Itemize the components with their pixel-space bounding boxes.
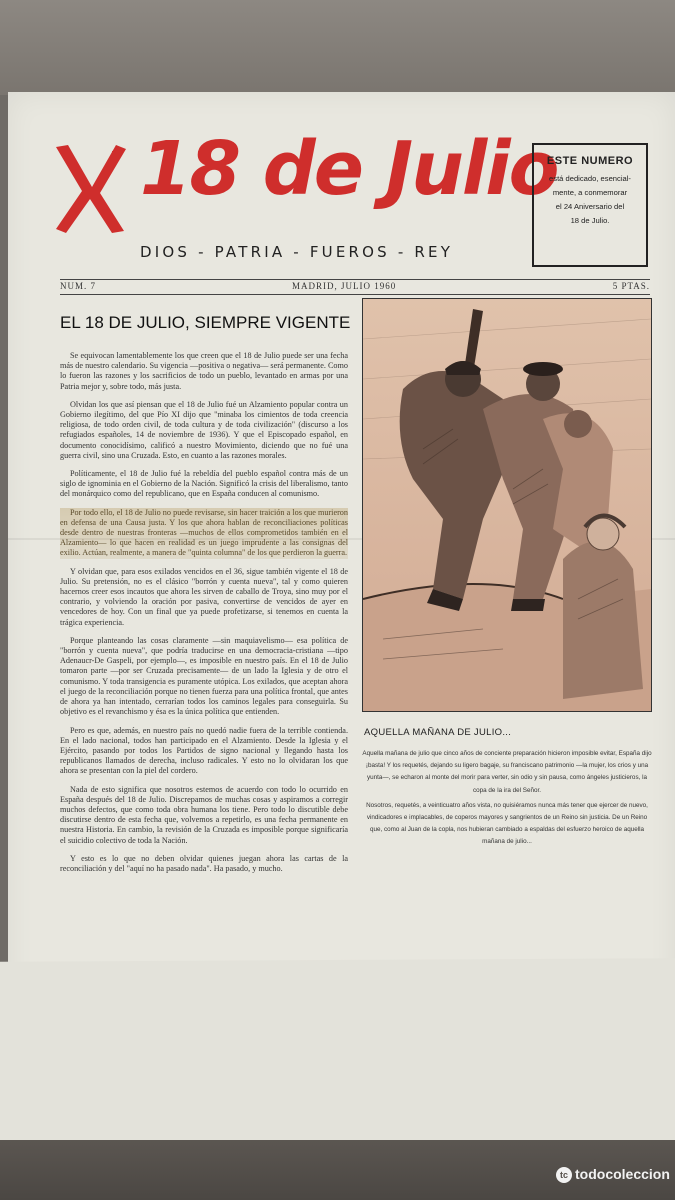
dedication-box [532, 143, 648, 267]
article-body [60, 351, 348, 882]
caption-paragraph: Aquella mañana de julio que cinco años de conciente preparación hicieron imposible evitar, España dijo ¡basta! Y los requetés, dejando su ligero bagaje, su franciscano patrimonio —la mujer, los crios y una yunta—, se echaron al monte del morir para verter, sin odio y sin pausa, como ángeles justicieros, la copa de la ira del Señor. [362, 750, 652, 794]
second-sheet-edge [0, 958, 675, 1152]
caption-title: AQUELLA MAÑANA DE JULIO... [364, 727, 512, 738]
dedication-text [540, 172, 640, 228]
watermark-logo-icon: tc [556, 1167, 572, 1183]
article-paragraph: Se equivocan lamentablemente los que creen que el 18 de Julio puede ser una fecha más de nuestro calendario. Su vigencia —positiva o negativa— será permanente. Como lo fueron las razones y los sacrificios de todo un pueblo, levantado en armas por una Patria mejor y, sobre todo, más justa. [60, 351, 348, 391]
article-paragraph: Políticamente, el 18 de Julio fué la rebeldía del pueblo español contra más de un siglo de ignominia en el Gobierno de la Nación. Significó la crisis del liberalismo, tanto del monárquico como del republicano, que en España conducen al comunismo. [60, 469, 348, 499]
watermark-text: todocoleccion [575, 1166, 670, 1182]
article-paragraph: Pero es que, además, en nuestro país no quedó nadie fuera de la terrible contienda. En el lado nacional, todos han participado en el Alzamiento. Desde la Iglesia y el Ejército, pasando por todos los Partidos de signo nacional y llegando hasta los republicanos llamados de derecha, incluso radicales. Y esto no lo olvidaran los que ahora se presentan con la piel del cordero. [60, 725, 348, 776]
article-paragraph: Y olvidan que, para esos exilados vencidos en el 36, sigue también vigente el 18 de Julio. Su pretensión, no es el clásico "borrón y cuenta nueva", tal y como quieren hacernos creer esos incautos que ahora les sirven de caballo de Troya, sino muy por el contrario, y volviendo la oración por pasiva, convertirse de vencidos de ayer en vencedores de hoy. Con un final que ya puede profetizarse, si tenemos en cuenta la trágica experiencia. [60, 566, 348, 627]
watermark [556, 1166, 670, 1183]
masthead-title: 18 de Julio [140, 126, 558, 212]
place-date: MADRID, JULIO 1960 [292, 281, 397, 291]
issue-price: 5 PTAS. [612, 281, 650, 291]
requete-soldiers-drawing [363, 299, 651, 711]
article-paragraph: Por todo ello, el 18 de Julio no puede revisarse, sin hacer traición a los que murieron en defensa de una Causa justa. Y los que ahora hablan de reconciliaciones políticas desde dentro de nuestras fronteras —muchos de ellos comprometidos también en el Alzamiento— lo que hacen en realidad es un juego imprudente a las consignas del exilio. Actúan, realmente, a manera de "quinta columna" de los que perdieron la guerra. [60, 507, 348, 558]
issue-number: NUM. 7 [60, 281, 97, 291]
illustration [362, 298, 652, 712]
caption-paragraph: Nosotros, requetés, a veinticuatro años vista, no quisiéramos nunca más tener que ejercer de nuevo, vindicadores e implacables, de coperos mayores y sangrientos de un Reino sin justicia. De un Reino que, como al Juan de la copla, nos hubieran cambiado a espaldas del esfuerzo heroico de aquella mañana de julio... [366, 801, 648, 846]
dedication-line: 18 de Julio. [570, 216, 610, 225]
background-top [0, 0, 675, 95]
dateline [60, 279, 650, 295]
red-burgundy-cross-icon [52, 143, 128, 235]
article-paragraph: Nada de esto significa que nosotros estemos de acuerdo con todo lo ocurrido en España después del 18 de Julio. Discrepamos de muchas cosas y aspiramos a corregir muchos defectos, que como toda obra humana los tiene. Pero todo lo discutible debe discutirse dentro de esta fecha que, volvemos a repetirlo, es una fecha permanente en nuestra Historia. En cambio, la revisión de la Cruzada es imposible porque significaría el suicidio colectivo de toda la Nación. [60, 784, 348, 845]
article-headline: EL 18 DE JULIO, SIEMPRE VIGENTE [60, 313, 351, 332]
article-paragraph: Porque planteando las cosas claramente —sin maquiavelismo— esa política de "borrón y cuenta nueva", que podría traducirse en una democracia-cristiana —tipo Adenaucr-De Gaspeli, por ejemplo—, es imposible en nuestro país. En el 18 de Julio tomaron parte —por ser Cruzada precisamente— de un lado la Iglesia y de otro el comunismo. Y toda transigencia es puramente utópica. Los exilados, que aceptan ahora el juego de la reconciliación porque no tienen fuerza para una política frontal, que antes de ahora ya han intentado, cerrarían todos los caminos legales para conseguirla. Su objetivo es el revanchismo y ésa es la única política que entienden. [60, 635, 348, 717]
dedication-title: ESTE NUMERO [546, 155, 634, 167]
masthead-motto: DIOS - PATRIA - FUEROS - REY [140, 243, 454, 261]
article-paragraph: Y esto es lo que no deben olvidar quienes juegan ahora las cartas de la reconciliación y del "aquí no ha pasado nada". Ha pasado, y mucho. [60, 853, 348, 873]
article-paragraph: Olvidan los que así piensan que el 18 de Julio fué un Alzamiento popular contra un Gobierno ilegítimo, del que Pío XI dijo que "minaba los cimientos de toda creencia religiosa, de todo orden civil, de toda cultura y de toda civilización" (discurso a los refugiados españoles, 14 de noviembre de 1936). Y que el Episcopado español, en documento conocidísimo, calificó a nuestro Movimiento, diciendo que no fué una guerra civil, sino una Cruzada. Esto, en cuanto a las razones morales. [60, 399, 348, 460]
dedication-line: mente, a conmemorar [552, 188, 628, 197]
illustration-caption [362, 748, 652, 849]
dedication-line: el 24 Aniversario del [555, 202, 625, 211]
dedication-line: está dedicado, esencial- [549, 174, 631, 183]
